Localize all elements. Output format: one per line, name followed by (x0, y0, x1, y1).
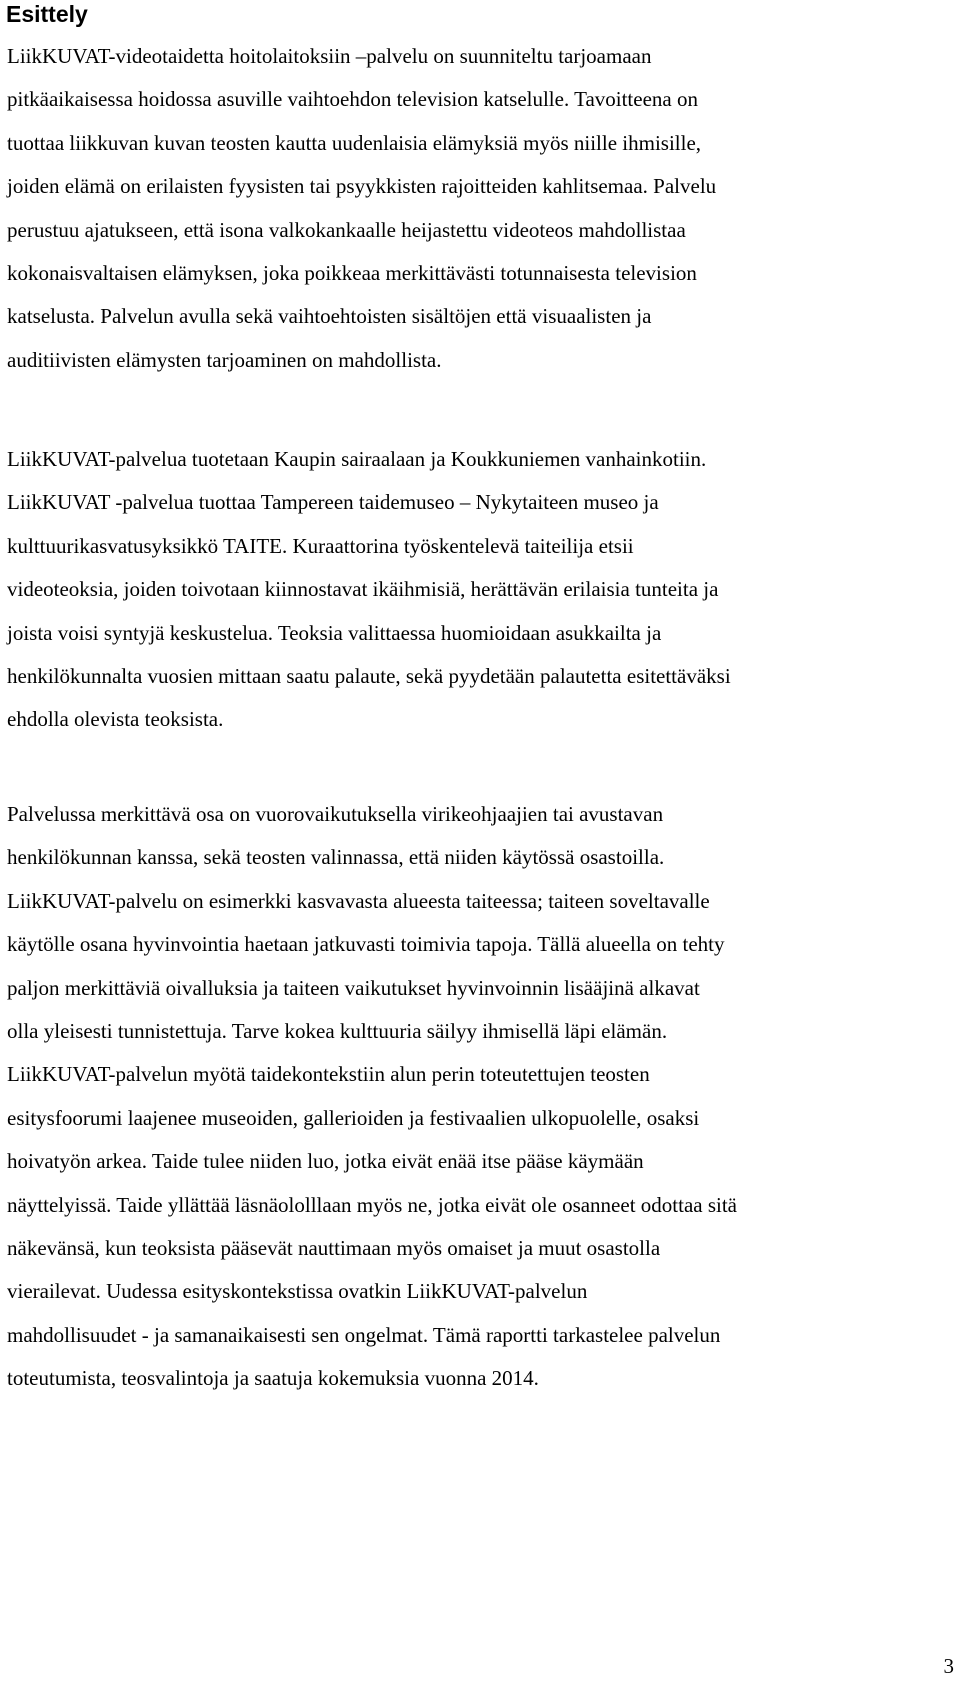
text-line: kulttuurikasvatusyksikkö TAITE. Kuraattorina työskentelevä taiteilija etsii (7, 533, 634, 558)
text-line: kokonaisvaltaisen elämyksen, joka poikkeaa merkittävästi totunnaisesta television (7, 261, 697, 286)
text-line: henkilökunnalta vuosien mittaan saatu palaute, sekä pyydetään palautetta esitettäväksi (7, 664, 731, 689)
text-line: katselusta. Palvelun avulla sekä vaihtoehtoisten sisältöjen että visuaalisten ja (7, 304, 652, 329)
text-line: toteutumista, teosvalintoja ja saatuja kokemuksia vuonna 2014. (7, 1366, 539, 1391)
text-line: pitkäaikaisessa hoidossa asuville vaihtoehdon television katselulle. Tavoitteena on (7, 87, 698, 112)
paragraph-interaction (7, 793, 959, 1401)
text-line: LiikKUVAT-palvelun myötä taidekontekstiin alun perin toteutettujen teosten (7, 1062, 650, 1087)
text-line: videoteoksia, joiden toivotaan kiinnostavat ikäihmisiä, herättävän erilaisia tunteita ja (7, 577, 719, 602)
text-line: hoivatyön arkea. Taide tulee niiden luo, jotka eivät enää itse pääse käymään (7, 1149, 644, 1174)
text-line: mahdollisuudet - ja samanaikaisesti sen ongelmat. Tämä raportti tarkastelee palvelun (7, 1322, 721, 1347)
text-line: Palvelussa merkittävä osa on vuorovaikutuksella virikeohjaajien tai avustavan (7, 802, 664, 826)
text-line: LiikKUVAT -palvelua tuottaa Tampereen taidemuseo – Nykytaiteen museo ja (7, 490, 659, 515)
text-line: LiikKUVAT-palvelua tuotetaan Kaupin sairaalaan ja Koukkuniemen vanhainkotiin. (7, 447, 707, 471)
text-line: näyttelyissä. Taide yllättää läsnäololllaan myös ne, jotka eivät ole osanneet odottaa sitä (7, 1192, 738, 1217)
text-line: henkilökunnan kanssa, sekä teosten valinnassa, että niiden käytössä osastoilla. (7, 845, 665, 870)
page-number: 3 (943, 1654, 954, 1678)
text-line: joiden elämä on erilaisten fyysisten tai psyykkisten rajoitteiden kahlitsemaa. Palvelu (7, 174, 717, 199)
text-line: olla yleisesti tunnistettuja. Tarve kokea kulttuuria säilyy ihmisellä läpi elämän. (7, 1019, 668, 1044)
paragraph-production (7, 438, 959, 742)
text-line: perustuu ajatukseen, että isona valkokankaalle heijastettu videoteos mahdollistaa (7, 217, 686, 242)
text-line: tuottaa liikkuvan kuvan teosten kautta uudenlaisia elämyksiä myös niille ihmisille, (7, 130, 702, 155)
section-heading: Esittely (6, 1, 88, 27)
text-line: vierailevat. Uudessa esityskontekstissa ovatkin LiikKUVAT-palvelun (7, 1279, 588, 1304)
text-line: auditiivisten elämysten tarjoaminen on mahdollista. (7, 347, 442, 372)
text-line: näkevänsä, kun teoksista pääsevät nauttimaan myös omaiset ja muut osastolla (7, 1236, 661, 1261)
paragraph-introduction (7, 35, 959, 382)
text-line: joista voisi syntyjä keskustelua. Teoksia valittaessa huomioidaan asukkailta ja (7, 620, 662, 645)
text-line: ehdolla olevista teoksista. (7, 707, 224, 732)
text-line: käytölle osana hyvinvointia haetaan jatkuvasti toimivia tapoja. Tällä alueella on tehty (7, 932, 725, 957)
text-line: LiikKUVAT-videotaidetta hoitolaitoksiin –palvelu on suunniteltu tarjoamaan (7, 44, 652, 68)
text-line: LiikKUVAT-palvelu on esimerkki kasvavasta alueesta taiteessa; taiteen soveltavalle (7, 888, 710, 913)
text-line: paljon merkittäviä oivalluksia ja taiteen vaikutukset hyvinvoinnin lisääjinä alkavat (7, 975, 700, 1000)
text-line: esitysfoorumi laajenee museoiden, gallerioiden ja festivaalien ulkopuolelle, osaksi (7, 1105, 700, 1130)
